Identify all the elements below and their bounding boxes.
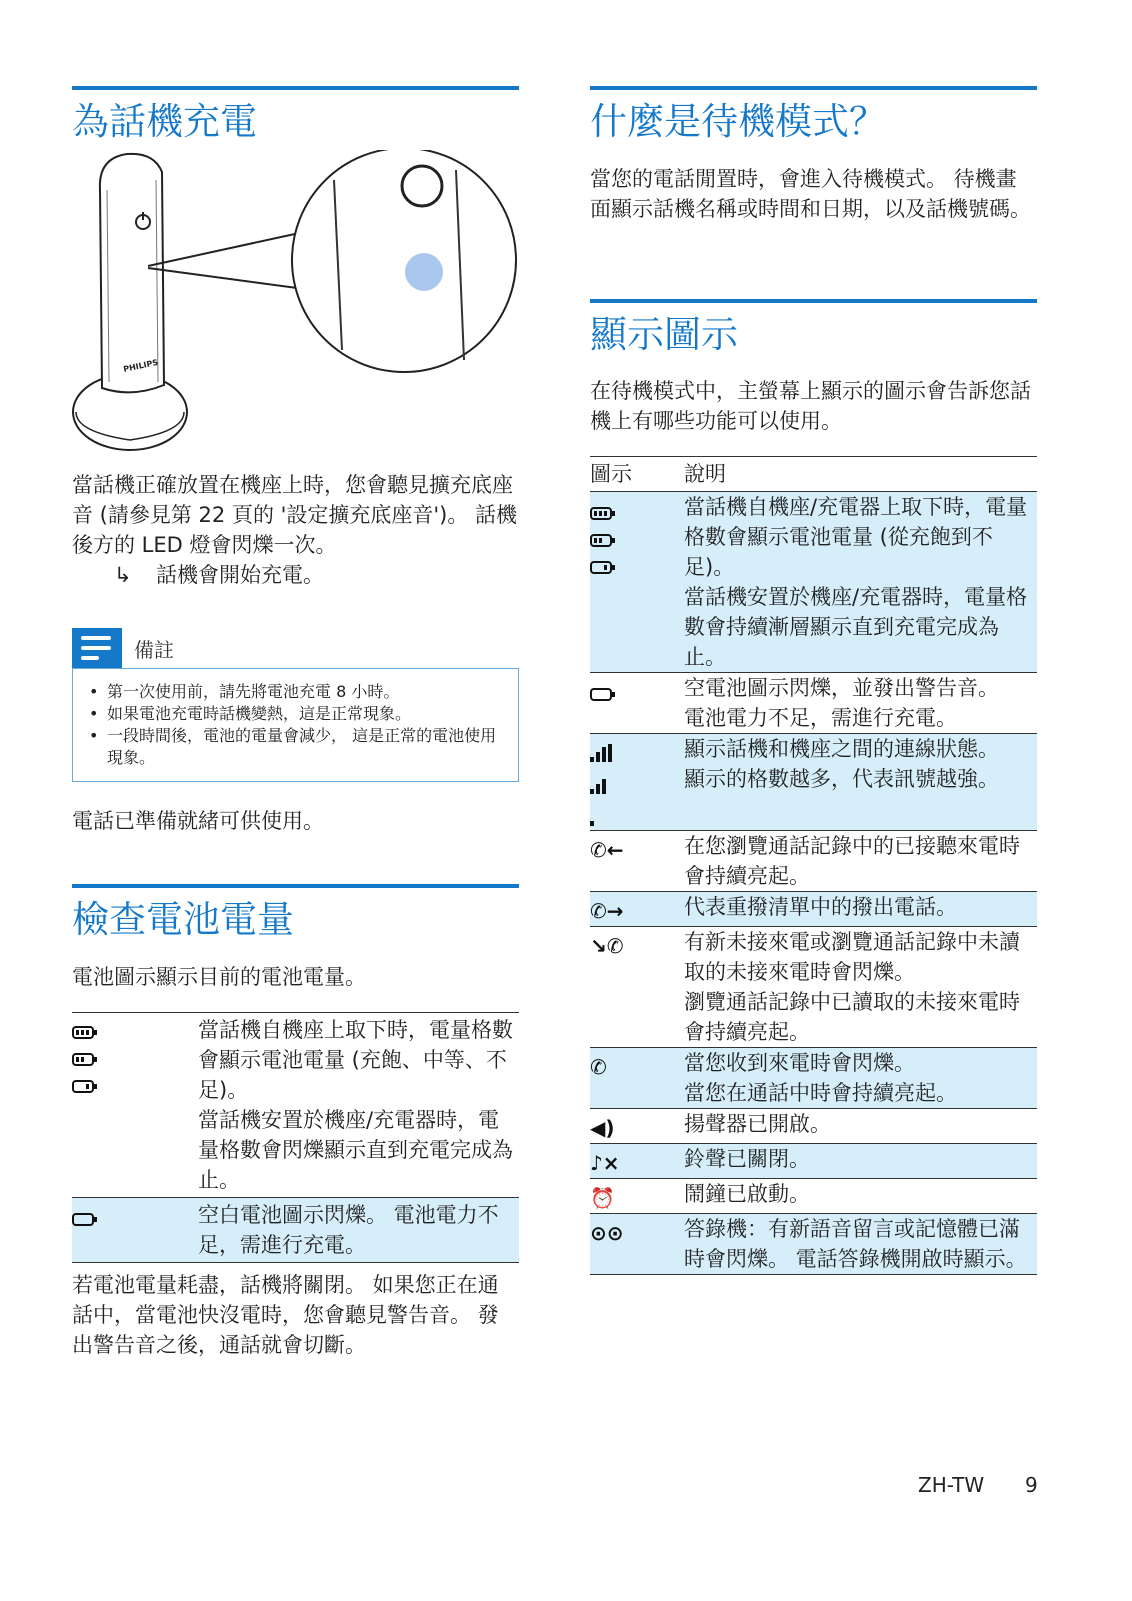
icons-section-header: [590, 299, 1037, 357]
table-row: [590, 1109, 1037, 1144]
icon-row-desc: 空電池圖示閃爍，並發出警告音。 電池電力不足，需進行充電。: [684, 676, 999, 730]
icon-row-desc: 有新未接來電或瀏覽通話記錄中未讀取的未接來電時會閃爍。 瀏覽通話記錄中已讀取的未接來電時會持續亮起。: [684, 930, 1020, 1044]
table-row: [590, 927, 1037, 1048]
charge-paragraph: 當話機正確放置在機座上時，您會聽見擴充底座音 (請參見第 22 頁的 '設定擴充底座音')。 話機後方的 LED 燈會閃爍一次。: [72, 473, 518, 557]
standby-title: 什麼是待機模式？: [590, 100, 886, 143]
charge-text-block: [72, 470, 519, 590]
note-header: [72, 628, 519, 668]
table-row: [590, 734, 1037, 831]
icon-row-desc: 當您收到來電時會閃爍。 當您在通話中時會持續亮起。: [684, 1048, 1037, 1109]
battery-row-desc: 當話機自機座上取下時，電量格數會顯示電池電量 (充飽、中等、不足)。 當話機安置於機座/充電器時，電量格數會閃爍顯示直到充電完成為止。: [198, 1018, 513, 1192]
icon-row-desc: 鬧鐘已啟動。: [684, 1182, 810, 1206]
table-row: [590, 1214, 1037, 1275]
ready-text: 電話已準備就緒可供使用。: [72, 809, 324, 833]
charge-title: 為話機充電: [72, 100, 257, 143]
icon-row-desc: 當話機自機座/充電器上取下時，電量格數會顯示電池電量 (從充飽到不足)。 當話機安置於機座/充電器時，電量格數會持續漸層顯示直到充電完成為止。: [684, 492, 1037, 673]
table-row: [590, 492, 1037, 673]
icons-title: 顯示圖示: [590, 313, 738, 356]
footer-language: ZH-TW: [918, 1473, 985, 1497]
ringer-off-icon: ♪×: [590, 1151, 620, 1175]
handset-brand-text: PHILIPS: [122, 357, 159, 374]
signal-icon: [590, 734, 684, 831]
note-box: [72, 628, 519, 782]
incoming-call-icon: ✆←: [590, 838, 624, 862]
note-item: • 如果電池充電時話機變熱，這是正常現象。: [85, 703, 504, 725]
table-row: [590, 1144, 1037, 1179]
note-item: • 第一次使用前，請先將電池充電 8 小時。: [85, 681, 504, 703]
handset-illustration: [72, 150, 519, 455]
table-row: [72, 1013, 519, 1198]
note-item: • 一段時間後，電池的電量會減少， 這是正常的電池使用現象。: [85, 725, 504, 769]
note-body: [72, 668, 519, 782]
battery-section-header: [72, 884, 519, 942]
charge-result: [72, 560, 519, 590]
footer-page-number: 9: [1025, 1473, 1038, 1497]
icon-row-desc: 鈴聲已關閉。: [684, 1144, 1037, 1179]
battery-row-desc: 空白電池圖示閃爍。 電池電力不足，需進行充電。: [198, 1198, 519, 1263]
battery-levels-icon: [590, 492, 684, 673]
table-header-row: [590, 457, 1037, 492]
table-row: [590, 831, 1037, 892]
call-icon: ✆: [590, 1055, 607, 1079]
led-indicator-icon: [405, 253, 443, 291]
battery-full-icon: [72, 1026, 94, 1039]
standby-section-header: [590, 86, 1037, 144]
battery-medium-icon: [72, 1053, 94, 1066]
table-row: [590, 673, 1037, 734]
table-header-desc: 說明: [684, 462, 726, 486]
battery-outro: 若電池電量耗盡，話機將關閉。 如果您正在通話中，當電池快沒電時，您會聽見警告音。 發出警告音之後，通話就會切斷。: [72, 1273, 499, 1357]
result-arrow-icon: ↳: [114, 563, 132, 587]
icons-table: [590, 456, 1037, 1275]
battery-title: 檢查電池電量: [72, 898, 294, 941]
speaker-icon: ◀): [590, 1116, 615, 1140]
table-row: [72, 1198, 519, 1263]
charge-result-text: 話機會開始充電。: [156, 563, 324, 587]
note-label: 備註: [134, 637, 174, 662]
icon-row-desc: 代表重撥清單中的撥出電話。: [684, 892, 1037, 927]
icon-row-desc: 答錄機：有新語音留言或記憶體已滿時會閃爍。 電話答錄機開啟時顯示。: [684, 1214, 1037, 1275]
icon-row-desc: 在您瀏覽通話記錄中的已接聽來電時會持續亮起。: [684, 834, 1020, 888]
battery-table: [72, 1012, 519, 1263]
icon-row-desc: 顯示話機和機座之間的連線狀態。 顯示的格數越多，代表訊號越強。: [684, 734, 1037, 831]
icon-row-desc: 揚聲器已開啟。: [684, 1112, 831, 1136]
standby-paragraph: 當您的電話閒置時，會進入待機模式。 待機畫面顯示話機名稱或時間和日期，以及話機號碼。: [590, 167, 1031, 221]
outgoing-call-icon: ✆→: [590, 899, 624, 923]
table-row: [590, 1179, 1037, 1214]
icons-intro: 在待機模式中，主螢幕上顯示的圖示會告訴您話機上有哪些功能可以使用。: [590, 379, 1031, 433]
battery-intro: 電池圖示顯示目前的電池電量。: [72, 965, 366, 989]
table-row: [590, 1048, 1037, 1109]
missed-call-icon: ↘✆: [590, 934, 624, 958]
note-icon: [72, 628, 122, 668]
battery-empty-icon: [590, 688, 612, 701]
battery-low-icon: [72, 1080, 94, 1093]
charge-section-header: [72, 86, 519, 144]
battery-empty-icon: [72, 1213, 94, 1226]
answering-machine-icon: ⊙⊙: [590, 1221, 624, 1245]
alarm-icon: ⏰: [590, 1186, 615, 1210]
table-row: [590, 892, 1037, 927]
table-header-icon: 圖示: [590, 462, 632, 486]
